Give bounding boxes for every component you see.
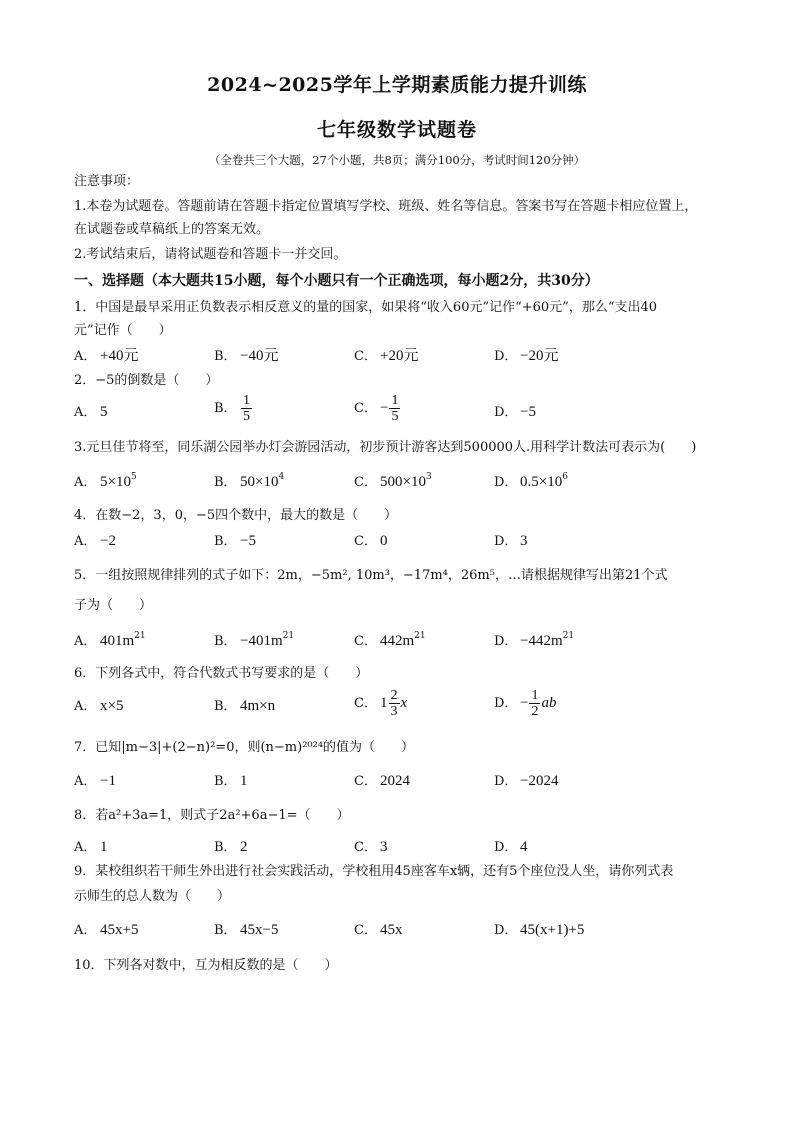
q4-stem: 4．在数−2，3，0，−5四个数中，最大的数是（ ） (74, 508, 398, 523)
option-text: +40元 (100, 348, 139, 364)
option-text: 5 (100, 404, 108, 420)
q1-stem-line-2: 元”记作（ ） (74, 323, 172, 338)
q5-option-d (494, 631, 574, 652)
option-label: B． (214, 401, 237, 416)
option-text: 2024 (380, 773, 410, 789)
option-text: 500×10 (380, 474, 426, 490)
exponent: 5 (130, 472, 137, 482)
option-text: 4m×n (240, 698, 276, 714)
fraction (241, 393, 252, 424)
option-label: B． (214, 840, 237, 855)
option-label: D． (494, 696, 518, 711)
q3-option-c (354, 472, 432, 493)
option-label: B． (214, 475, 237, 490)
option-label: B． (214, 534, 237, 549)
option-label: B． (214, 349, 237, 364)
option-text: −40元 (240, 348, 279, 364)
q1-option-a (74, 346, 138, 367)
option-text: −442m (520, 633, 563, 649)
option-label: A． (74, 774, 97, 789)
option-label: C． (354, 840, 377, 855)
option-label: C． (354, 774, 377, 789)
variable: ab (541, 695, 557, 711)
option-label: D． (494, 405, 518, 420)
numerator: 1 (531, 688, 539, 703)
option-label: D． (494, 534, 518, 549)
section-1-heading: 一、选择题（本大题共15小题，每个小题只有一个正确选项，每小题2分，共30分） (74, 273, 599, 289)
q7-option-c (354, 771, 410, 792)
option-text: −1 (100, 773, 116, 789)
q10-stem: 10．下列各对数中，互为相反数的是（ ） (74, 958, 338, 973)
q7-option-d (494, 771, 558, 792)
option-text: 442m (380, 633, 415, 649)
option-label: B． (214, 699, 237, 714)
q1-stem-line-1: 1．中国是最早采用正负数表示相反意义的量的国家，如果将“收入60元”记作“+60元”，那么“支出40 (74, 300, 658, 315)
option-text: 45x−5 (240, 922, 279, 938)
option-label: A． (74, 923, 97, 938)
q7-option-a (74, 771, 116, 792)
q9-option-d (494, 920, 584, 941)
exponent: 3 (425, 472, 432, 482)
q2-option-b (214, 393, 253, 424)
option-text: 1 (100, 839, 108, 855)
option-text: 0.5×10 (520, 474, 563, 490)
numerator: 1 (243, 393, 250, 408)
variable: x (400, 695, 408, 711)
q4-option-a (74, 531, 116, 552)
note-item-2: 2.考试结束后，请将试题卷和答题卡一并交回。 (74, 247, 347, 262)
q9-option-b (214, 920, 278, 941)
q3-option-a (74, 472, 137, 493)
option-label: A． (74, 634, 97, 649)
option-text: −2 (100, 533, 116, 549)
q5-option-c (354, 631, 426, 652)
q7-option-b (214, 771, 248, 792)
q6-option-c (354, 688, 407, 719)
option-text: −401m (240, 633, 283, 649)
option-label: C． (354, 634, 377, 649)
q5-stem-line-2: 子为（ ） (74, 598, 153, 613)
option-text: 45x (380, 922, 403, 938)
exponent: 21 (562, 631, 575, 641)
exponent: 21 (282, 631, 295, 641)
minus-sign: − (520, 695, 529, 711)
q6-option-d (494, 688, 556, 719)
q9-stem-line-2: 示师生的总人数为（ ） (74, 889, 231, 904)
q8-option-b (214, 837, 248, 858)
q9-stem-line-1: 9．某校组织若干师生外出进行社会实践活动，学校租用45座客车x辆，还有5个座位没人坐，请你列式表 (74, 864, 674, 879)
q3-stem: 3.元旦佳节将至，同乐湖公园举办灯会游园活动，初步预计游客达到500000人.用科学计数法可表示为( ) (74, 440, 697, 455)
exam-subtitle: 七年级数学试题卷 (316, 119, 477, 141)
exponent: 4 (278, 472, 285, 482)
q3-option-d (494, 472, 568, 493)
option-text: 2 (240, 839, 248, 855)
option-text: 45(x+1)+5 (520, 922, 585, 938)
option-text: 401m (100, 633, 135, 649)
q9-option-a (74, 920, 138, 941)
q4-option-d (494, 531, 528, 552)
fraction (389, 393, 400, 424)
note-item-1-line-1: 1.本卷为试题卷。答题前请在答题卡指定位置填写学校、班级、姓名等信息。答案书写在答题卡相应位置上， (74, 199, 698, 214)
option-label: C． (354, 534, 377, 549)
option-text: −2024 (520, 773, 559, 789)
option-text: +20元 (380, 348, 419, 364)
q6-option-a (74, 696, 123, 717)
q8-option-d (494, 837, 528, 858)
option-label: A． (74, 349, 97, 364)
denominator: 5 (243, 409, 250, 424)
option-text: 4 (520, 839, 528, 855)
option-text: 45x+5 (100, 922, 139, 938)
q8-option-c (354, 837, 388, 858)
q4-option-b (214, 531, 256, 552)
option-label: A． (74, 699, 97, 714)
fraction (389, 688, 400, 719)
option-text: −5 (240, 533, 256, 549)
q5-option-b (214, 631, 294, 652)
q8-stem: 8．若a²+3a=1，则式子2a²+6a−1=（ ） (74, 808, 350, 823)
q5-stem-line-1: 5．一组按照规律排列的式子如下：2m，−5m², 10m³，−17m⁴，26m⁵，…请根据规律写出第21个式 (74, 568, 668, 583)
exam-info: （全卷共三个大题，27个小题，共8页；满分100分，考试时间120分钟） (208, 153, 586, 167)
exam-title: 2024~2025学年上学期素质能力提升训练 (207, 74, 587, 96)
note-item-1-line-2: 在试题卷或草稿纸上的答案无效。 (74, 222, 270, 237)
option-text: 5×10 (100, 474, 131, 490)
option-text: 1 (240, 773, 248, 789)
exponent: 21 (414, 631, 426, 641)
option-text: −20元 (520, 348, 559, 364)
numerator: 2 (390, 688, 398, 703)
option-label: C． (354, 696, 377, 711)
q1-option-b (214, 346, 278, 367)
exponent: 6 (562, 472, 568, 482)
option-label: C． (354, 923, 377, 938)
option-text: 3 (520, 533, 528, 549)
whole-number: 1 (380, 695, 388, 711)
exponent: 21 (134, 631, 146, 641)
q6-option-b (214, 696, 275, 717)
option-label: A． (74, 405, 97, 420)
q5-option-a (74, 631, 146, 652)
option-label: D． (494, 349, 518, 364)
option-label: B． (214, 634, 237, 649)
option-text: 50×10 (240, 474, 279, 490)
q9-option-c (354, 920, 403, 941)
option-label: A． (74, 534, 97, 549)
q2-stem: 2．−5的倒数是（ ） (74, 373, 219, 388)
q1-option-c (354, 346, 418, 367)
notes-heading: 注意事项： (74, 174, 140, 189)
option-label: A． (74, 840, 97, 855)
q7-stem: 7．已知|m−3|+(2−n)²=0，则(n−m)²⁰²⁴的值为（ ） (74, 740, 415, 755)
option-label: D． (494, 774, 518, 789)
q4-option-c (354, 531, 388, 552)
option-label: C． (354, 349, 377, 364)
denominator: 2 (531, 704, 539, 719)
option-label: D． (494, 475, 518, 490)
q2-option-a (74, 402, 108, 423)
numerator: 1 (391, 393, 399, 408)
option-label: D． (494, 840, 518, 855)
q2-option-c (354, 393, 401, 424)
option-label: D． (494, 923, 518, 938)
q3-option-b (214, 472, 284, 493)
option-text: 0 (380, 533, 388, 549)
denominator: 5 (391, 409, 399, 424)
q6-stem: 6．下列各式中，符合代数式书写要求的是（ ） (74, 666, 369, 681)
option-label: D． (494, 634, 518, 649)
option-text: −5 (520, 404, 536, 420)
option-label: C． (354, 401, 377, 416)
minus-sign: − (380, 400, 389, 416)
option-text: x×5 (100, 698, 124, 714)
q8-option-a (74, 837, 108, 858)
fraction (529, 688, 540, 719)
option-label: A． (74, 475, 97, 490)
option-label: B． (214, 923, 237, 938)
option-label: C． (354, 475, 377, 490)
q1-option-d (494, 346, 558, 367)
q2-option-d (494, 402, 536, 423)
option-text: 3 (380, 839, 388, 855)
denominator: 3 (390, 704, 398, 719)
option-label: B． (214, 774, 237, 789)
